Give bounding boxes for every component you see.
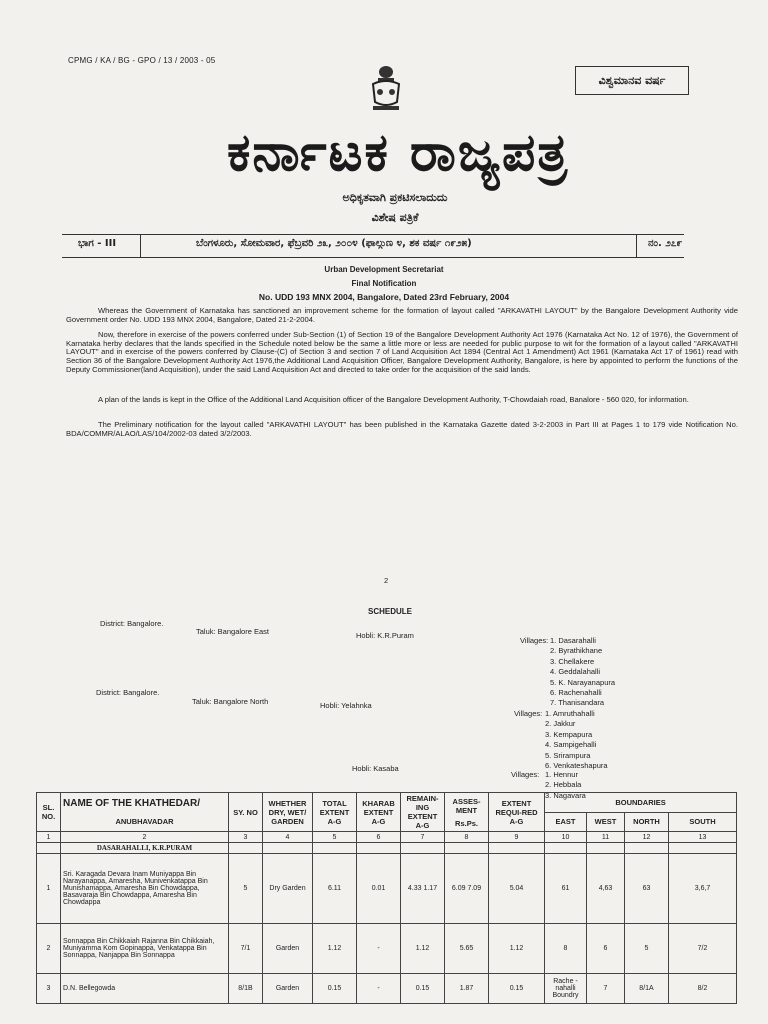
- taluk-label: Taluk: Bangalore North: [192, 697, 269, 706]
- row-north: 63: [625, 854, 669, 924]
- header-bar-top-rule: [62, 234, 684, 235]
- gazette-part: ಭಾಗ - III: [78, 238, 117, 249]
- villages-label: Villages:: [514, 709, 543, 718]
- header-remaining: REMAIN- ING EXTENT A-G: [401, 793, 445, 832]
- hobli-label: Hobli: K.R.Puram: [356, 631, 414, 640]
- empty-cell: [545, 843, 587, 854]
- row-west: 7: [587, 974, 625, 1004]
- row-required: 0.15: [489, 974, 545, 1004]
- page-number: 2: [384, 576, 389, 585]
- header-bar-divider: [636, 234, 637, 257]
- issue-number: ನಂ. ೨೭೯: [648, 238, 683, 249]
- paragraph-3: [66, 396, 738, 405]
- village-item: 2. Jakkur: [545, 719, 576, 729]
- header-bar-divider: [140, 234, 141, 257]
- row-sy: 7/1: [229, 924, 263, 974]
- row-south: 3,6,7: [669, 854, 737, 924]
- row-east: Rache - nahalli Boundry: [545, 974, 587, 1004]
- row-north: 8/1A: [625, 974, 669, 1004]
- column-number: 13: [669, 832, 737, 843]
- village-item: 2. Byrathikhane: [550, 646, 603, 656]
- paragraph-4: [66, 421, 738, 438]
- row-required: 1.12: [489, 924, 545, 974]
- column-number: 7: [401, 832, 445, 843]
- row-name: Sri. Karagada Devara Inam Muniyappa Bin Narayanappa, Amaresha, Munivenkatappa Bin Munishamappa, Amaresha Bin Chowdappa, Basavaraja Bin Chowdappa, Amaresha Bin Chowdappa: [61, 854, 229, 924]
- table-row: [37, 974, 737, 1004]
- row-north: 5: [625, 924, 669, 974]
- village-item: 4. Sampigehalli: [545, 740, 597, 750]
- row-east: 61: [545, 854, 587, 924]
- villages-label: Villages:: [520, 636, 549, 645]
- empty-cell: [357, 843, 401, 854]
- column-number: 10: [545, 832, 587, 843]
- header-bar-bottom-rule: [62, 257, 684, 258]
- empty-cell: [587, 843, 625, 854]
- empty-cell: [489, 843, 545, 854]
- header-whether: WHETHER DRY, WET/ GARDEN: [263, 793, 313, 832]
- paragraph-1-text: Whereas the Government of Karnataka has sanctioned an improvement scheme for the formation of layout called "ARKAVATHI LAYOUT" by the Bangalore Development Authority vide Government order No. UDD 193 MNX 2004, Bangalore, Dated 21-2-2004.: [66, 306, 738, 324]
- empty-cell: [313, 843, 357, 854]
- village-item: 6. Venkateshapura: [545, 761, 608, 771]
- hobli-label: Hobli: Kasaba: [352, 764, 399, 773]
- row-sl: 2: [37, 924, 61, 974]
- row-west: 6: [587, 924, 625, 974]
- empty-cell: [445, 843, 489, 854]
- header-assessment-text: ASSES- MENT: [452, 796, 481, 815]
- header-north: NORTH: [625, 812, 669, 832]
- header-anubhavadar: ANUBHAVADAR: [115, 817, 174, 826]
- row-sl: 3: [37, 974, 61, 1004]
- paragraph-1: [66, 307, 738, 324]
- column-number: 3: [229, 832, 263, 843]
- column-number: 6: [357, 832, 401, 843]
- row-remaining: 0.15: [401, 974, 445, 1004]
- village-item: 1. Hennur: [545, 770, 578, 779]
- row-type: Garden: [263, 974, 313, 1004]
- village-item: 5. K. Narayanapura: [550, 677, 616, 687]
- row-remaining: 4.33 1.17: [401, 854, 445, 924]
- header-extent-required: EXTENT REQUI-RED A-G: [489, 793, 545, 832]
- row-name: D.N. Bellegowda: [61, 974, 229, 1004]
- taluk-label: Taluk: Bangalore East: [196, 627, 269, 636]
- row-type: Dry Garden: [263, 854, 313, 924]
- column-number: 4: [263, 832, 313, 843]
- empty-cell: [401, 843, 445, 854]
- row-assessment: 1.87: [445, 974, 489, 1004]
- village-item: 5. Srirampura: [545, 750, 591, 760]
- schedule-title: SCHEDULE: [367, 607, 412, 616]
- row-type: Garden: [263, 924, 313, 974]
- row-total: 0.15: [313, 974, 357, 1004]
- column-number: 2: [61, 832, 229, 843]
- schedule-table: [36, 792, 737, 1004]
- state-emblem-icon: [365, 64, 407, 114]
- row-name: Sonnappa Bin Chikkaiah Rajanna Bin Chikkaiah, Muniyamma Kom Gopinappa, Venkatappa Bin Sonnappa, Nanjappa Bin Sonnappa: [61, 924, 229, 974]
- village-heading: DASARAHALLI, K.R.PURAM: [61, 843, 229, 854]
- empty-cell: [37, 843, 61, 854]
- village-item: 6. Rachenahalli: [550, 688, 602, 698]
- header-sl-no: SL. NO.: [37, 793, 61, 832]
- notification-number: No. UDD 193 MNX 2004, Bangalore, Dated 23rd February, 2004: [258, 292, 510, 302]
- row-total: 1.12: [313, 924, 357, 974]
- village-item: 7. Thanisandara: [550, 698, 605, 708]
- header-name: [61, 793, 229, 832]
- row-kharab: -: [357, 974, 401, 1004]
- table-header-row: [37, 793, 737, 813]
- row-remaining: 1.12: [401, 924, 445, 974]
- column-number: 11: [587, 832, 625, 843]
- row-assessment: 5.65: [445, 924, 489, 974]
- row-west: 4,63: [587, 854, 625, 924]
- header-east: EAST: [545, 812, 587, 832]
- row-total: 6.11: [313, 854, 357, 924]
- paragraph-4-text: The Preliminary notification for the layout called "ARKAVATHI LAYOUT" has been published in the Karnataka Gazette dated 3-2-2003 in Part III at Pages 1 to 179 vide Notification No. BDA/COMMR/ALAO/LAS/104/2002-03 dated 3/2/2003.: [66, 420, 738, 438]
- header-rs-ps: Rs.Ps.: [455, 818, 478, 828]
- header-boundaries: BOUNDARIES: [545, 793, 737, 813]
- column-number: 1: [37, 832, 61, 843]
- table-row: [37, 924, 737, 974]
- table-row: [37, 854, 737, 924]
- column-number: 5: [313, 832, 357, 843]
- village-item: 1. Dasarahalli: [550, 636, 596, 645]
- village-item: 3. Nagavara: [545, 790, 586, 800]
- official-line: ಅಧಿಕೃತವಾಗಿ ಪ್ರಕಟಿಸಲಾದುದು: [342, 191, 448, 204]
- schedule-table-wrapper: [36, 792, 736, 1004]
- village-item: 2. Hebbala: [545, 780, 582, 790]
- column-number: 8: [445, 832, 489, 843]
- special-issue: ವಿಶೇಷ ಪತ್ರಿಕೆ: [371, 211, 419, 224]
- hobli-label: Hobli: Yelahnka: [320, 701, 372, 710]
- header-sy-no: SY. NO: [229, 793, 263, 832]
- village-list: [545, 709, 608, 771]
- header-total-extent: TOTAL EXTENT A-G: [313, 793, 357, 832]
- notification-title: Final Notification: [351, 279, 417, 288]
- header-assessment: [445, 793, 489, 832]
- paragraph-2: [66, 331, 738, 375]
- row-kharab: -: [357, 924, 401, 974]
- paragraph-2-text: Now, therefore in exercise of the powers conferred under Sub-Section (1) of Section 19 of the Bangalore Development Authority Act 1976 (Karnataka Act No. 12 of 1976), the Government of Karnataka herby declares that the lands specified in the Schedule noted below be the same a little more or less are needed for public purpose to wit for the formation of a layout called "ARKAVATHI LAYOUT" and in exercise of the powers conferred by Clause-(C) of Section 3 and section 7 of Land Acquisition Act 1894 (Central Act 1 Amendment) Act 1961 (Karnataka Act 17 of 1961) read with Section 36 of the Bangalore Development Authority Act 1976,the Additional Land Acquisition Officer, Bangalore Development Authority, Bangalore, is here by appointed to perform the functions of the Deputy Commissioner(land Acquisition), under the said Land Acquisition Act and directed to take order for the acquisition of the said lands.: [66, 330, 738, 374]
- row-sy: 5: [229, 854, 263, 924]
- reference-code: CPMG / KA / BG - GPO / 13 / 2003 - 05: [68, 56, 216, 65]
- empty-cell: [669, 843, 737, 854]
- row-sl: 1: [37, 854, 61, 924]
- header-west: WEST: [587, 812, 625, 832]
- header-name-text: NAME OF THE KHATHEDAR/: [63, 798, 201, 809]
- column-number: 12: [625, 832, 669, 843]
- gazette-dateline: ಬೆಂಗಳೂರು, ಸೋಮವಾರ, ಫೆಬ್ರವರಿ ೨೩, ೨೦೦೪ (ಫಾಲ್ಗುಣ ೪, ಶಕ ವರ್ಷ ೧೯೨೫): [196, 238, 472, 249]
- secretariat-heading: Urban Development Secretariat: [324, 265, 444, 274]
- row-assessment: 6.09 7.09: [445, 854, 489, 924]
- district-label: District: Bangalore.: [96, 688, 160, 697]
- village-item: 3. Chellakere: [550, 656, 595, 666]
- empty-cell: [263, 843, 313, 854]
- village-list: [550, 636, 615, 709]
- gazette-masthead: ಕರ್ನಾಟಕ ರಾಜ್ಯಪತ್ರ: [226, 122, 570, 183]
- header-kharab: KHARAB EXTENT A-G: [357, 793, 401, 832]
- column-number: 9: [489, 832, 545, 843]
- village-item: 1. Amruthahalli: [545, 709, 595, 718]
- district-label: District: Bangalore.: [100, 619, 164, 628]
- empty-cell: [229, 843, 263, 854]
- row-kharab: 0.01: [357, 854, 401, 924]
- row-east: 8: [545, 924, 587, 974]
- village-item: 3. Kempapura: [545, 729, 593, 739]
- vishwa-manava-box: ವಿಶ್ವಮಾನವ ವರ್ಷ: [575, 66, 689, 95]
- village-heading-row: [37, 843, 737, 854]
- column-number-row: [37, 832, 737, 843]
- paragraph-3-text: A plan of the lands is kept in the Office of the Additional Land Acquisition officer of the Bangalore Development Authority, T-Chowdaiah road, Banalore - 560 020, for information.: [98, 395, 689, 404]
- row-required: 5.04: [489, 854, 545, 924]
- empty-cell: [625, 843, 669, 854]
- villages-label: Villages:: [511, 770, 540, 779]
- village-item: 4. Geddalahalli: [550, 667, 601, 677]
- row-sy: 8/1B: [229, 974, 263, 1004]
- row-south: 7/2: [669, 924, 737, 974]
- row-south: 8/2: [669, 974, 737, 1004]
- header-south: SOUTH: [669, 812, 737, 832]
